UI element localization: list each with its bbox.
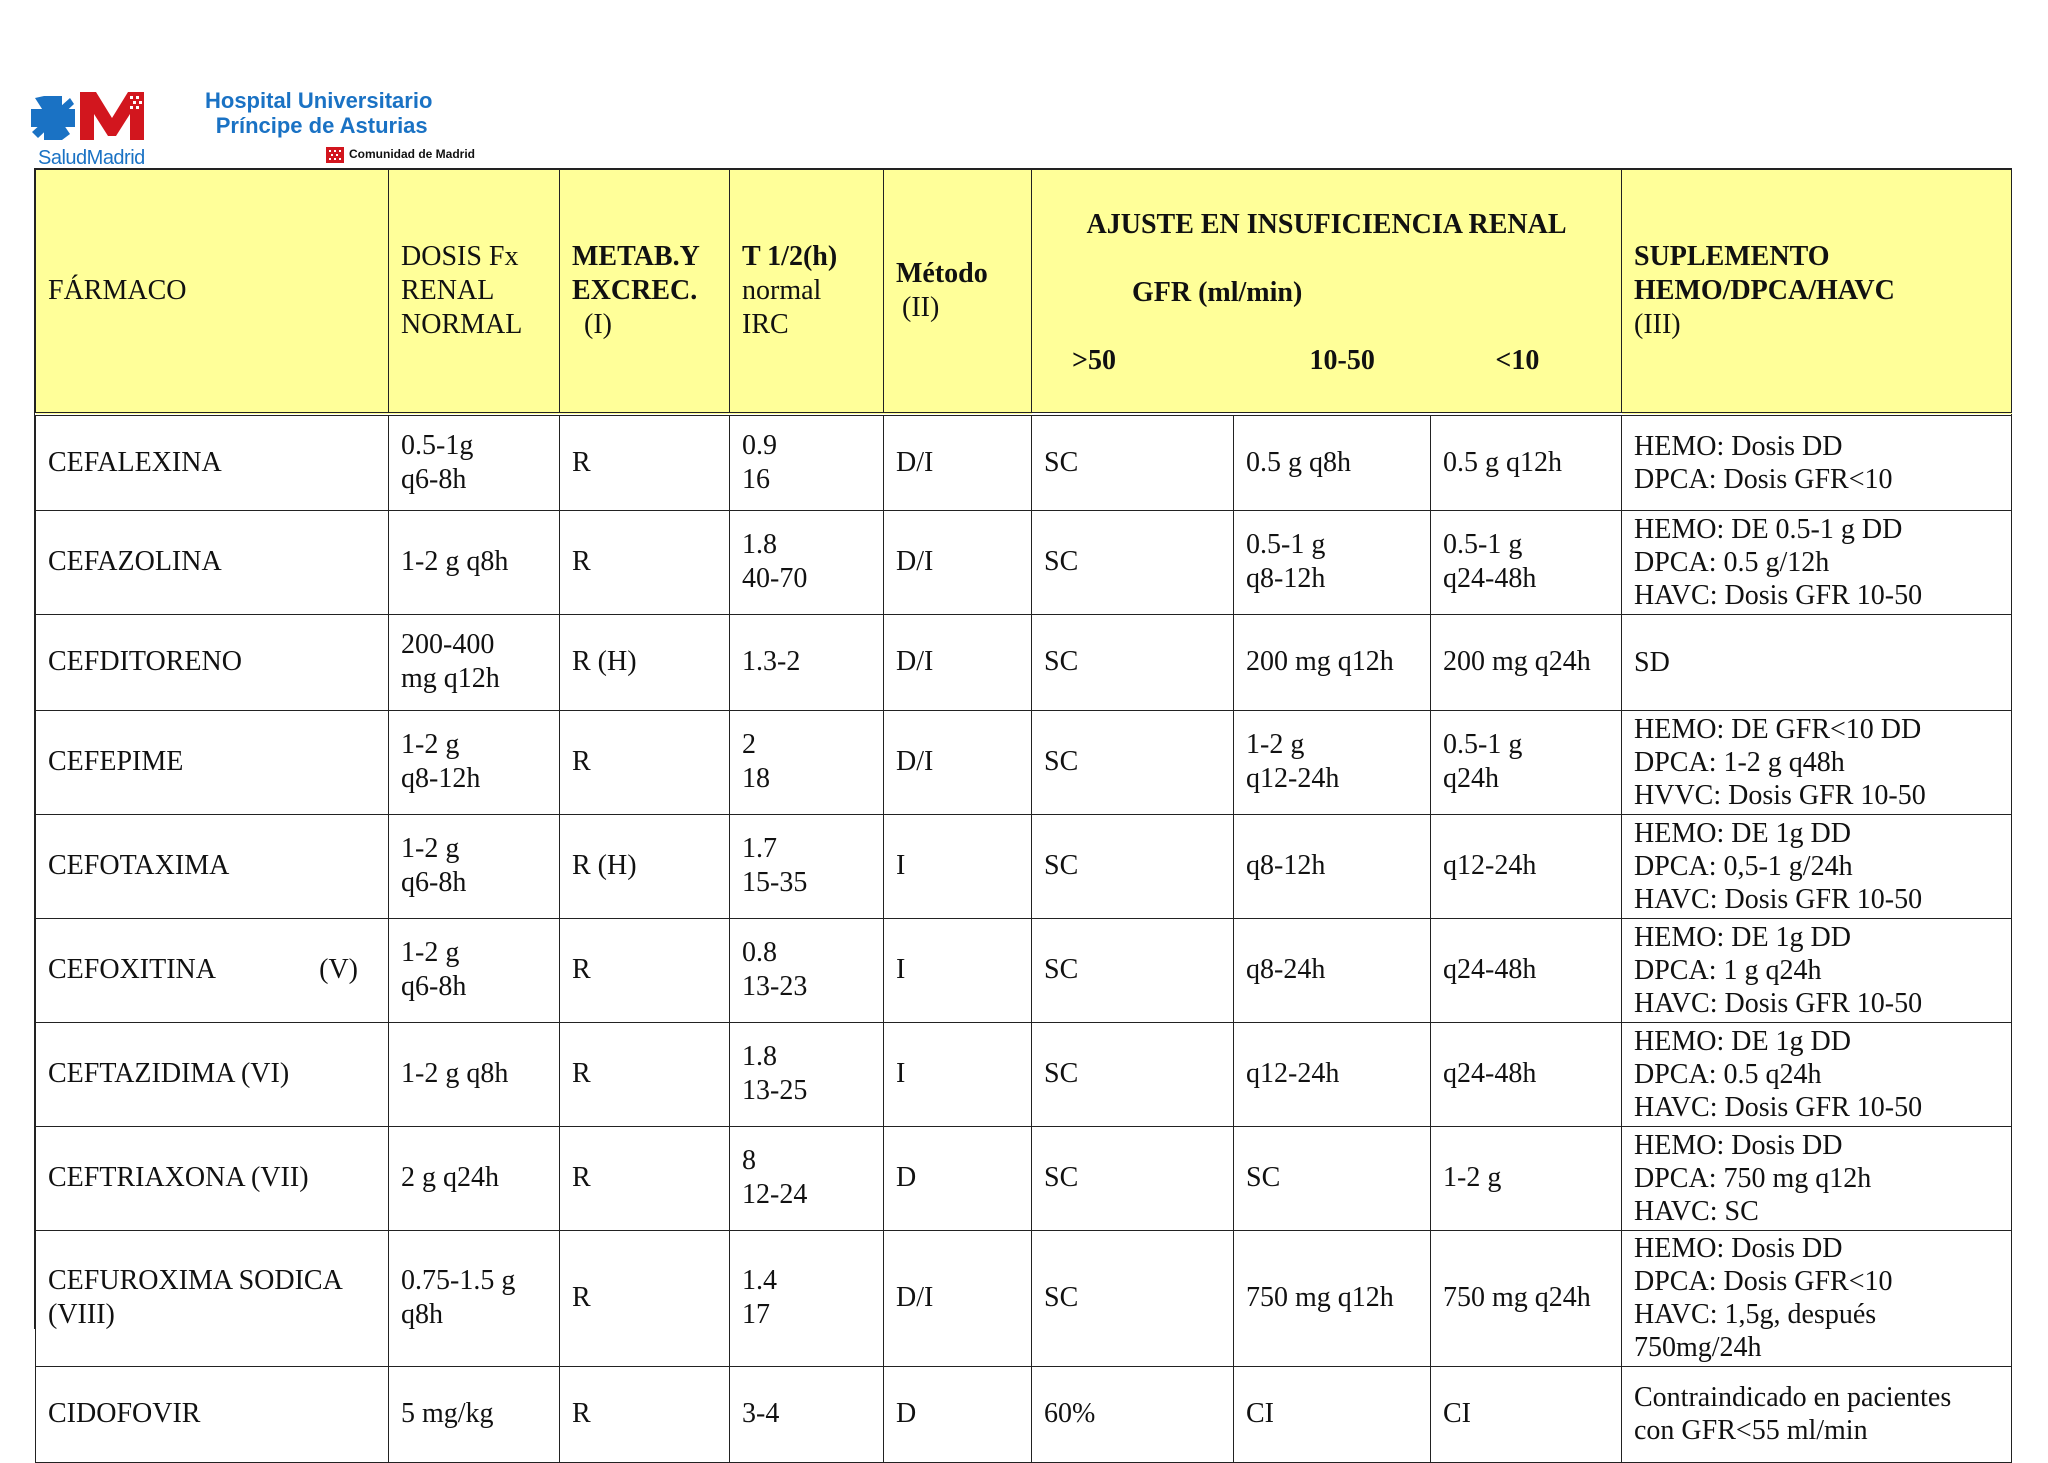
suplemento-cell: Contraindicado en pacientes con GFR<55 ml/min — [1622, 1366, 2012, 1462]
drug-name-cell — [36, 1126, 389, 1230]
suplemento-cell: HEMO: Dosis DD DPCA: 750 mg q12h HAVC: SC — [1622, 1126, 2012, 1230]
gfr-10-50-cell: q8-12h — [1234, 814, 1431, 918]
dosis-cell: 1-2 g q8h — [389, 1022, 560, 1126]
metab-cell: R — [560, 510, 730, 614]
metab-cell: R — [560, 710, 730, 814]
drug-name-cell — [36, 1022, 389, 1126]
metodo-cell: I — [884, 918, 1032, 1022]
gfr-gt50-cell: SC — [1032, 1022, 1234, 1126]
gfr-10-50-cell: q8-24h — [1234, 918, 1431, 1022]
ajuste-title: AJUSTE EN INSUFICIENCIA RENAL — [1086, 209, 1567, 240]
metab-cell: R — [560, 918, 730, 1022]
drug-name: CIDOFOVIR — [48, 1398, 201, 1429]
hospital-name-line2: Príncipe de Asturias — [215, 113, 428, 138]
comunidad-flag-icon — [326, 147, 344, 163]
gfr-10-50-cell: 0.5 g q8h — [1234, 414, 1431, 510]
table-row — [36, 1022, 2012, 1126]
gfr-10-50-cell: 750 mg q12h — [1234, 1230, 1431, 1366]
dosis-cell: 2 g q24h — [389, 1126, 560, 1230]
col-header-metab-note: (I) — [584, 309, 612, 340]
table-row — [36, 1126, 2012, 1230]
drug-name-cell — [36, 614, 389, 710]
gfr-10-50-cell: CI — [1234, 1366, 1431, 1462]
dosis-cell: 1-2 g q8h — [389, 510, 560, 614]
drug-name-cell — [36, 510, 389, 614]
gfr-lt10-cell: q24-48h — [1431, 918, 1622, 1022]
metodo-cell: D/I — [884, 1230, 1032, 1366]
metab-cell: R (H) — [560, 814, 730, 918]
metodo-cell: D/I — [884, 614, 1032, 710]
gfr-gt50-cell: SC — [1032, 1126, 1234, 1230]
drug-name: CEFOTAXIMA — [48, 850, 230, 881]
drug-name-cell — [36, 414, 389, 510]
t12-cell: 1.7 15-35 — [730, 814, 884, 918]
gfr-10-50-cell: SC — [1234, 1126, 1431, 1230]
t12-cell: 2 18 — [730, 710, 884, 814]
metodo-cell: D/I — [884, 710, 1032, 814]
metab-cell: R — [560, 1230, 730, 1366]
gfr-lt10-cell: 0.5-1 g q24-48h — [1431, 510, 1622, 614]
gfr-lt10-cell: 0.5 g q12h — [1431, 414, 1622, 510]
t12-cell: 1.8 13-25 — [730, 1022, 884, 1126]
drug-name-cell — [36, 1366, 389, 1462]
drug-name-cell — [36, 814, 389, 918]
gfr-gt50-label: >50 — [1072, 345, 1116, 376]
table-row — [36, 710, 2012, 814]
gfr-gt50-cell: SC — [1032, 510, 1234, 614]
dosis-cell: 5 mg/kg — [389, 1366, 560, 1462]
t12-cell: 1.3-2 — [730, 614, 884, 710]
table-header-row — [36, 170, 2012, 415]
col-header-suplemento — [1622, 170, 2012, 415]
suplemento-cell: HEMO: DE 1g DD DPCA: 1 g q24h HAVC: Dosis GFR 10-50 — [1622, 918, 2012, 1022]
gfr-gt50-cell: SC — [1032, 1230, 1234, 1366]
col-header-t12 — [730, 170, 884, 415]
suplemento-cell: HEMO: DE 0.5-1 g DD DPCA: 0.5 g/12h HAVC: Dosis GFR 10-50 — [1622, 510, 2012, 614]
dosis-cell: 0.75-1.5 g q8h — [389, 1230, 560, 1366]
gfr-gt50-cell: SC — [1032, 710, 1234, 814]
comunidad-label: Comunidad de Madrid — [349, 147, 475, 161]
drug-name-cell — [36, 918, 389, 1022]
dosis-cell: 0.5-1g q6-8h — [389, 414, 560, 510]
t12-cell: 3-4 — [730, 1366, 884, 1462]
gfr-10-50-cell: q12-24h — [1234, 1022, 1431, 1126]
gfr-10-50-cell: 200 mg q12h — [1234, 614, 1431, 710]
salud-madrid-label: SaludMadrid — [38, 147, 145, 169]
table-row — [36, 614, 2012, 710]
gfr-gt50-cell: 60% — [1032, 1366, 1234, 1462]
dosis-cell: 1-2 g q8-12h — [389, 710, 560, 814]
table-row — [36, 1230, 2012, 1366]
metodo-cell: D — [884, 1126, 1032, 1230]
suplemento-cell: HEMO: Dosis DD DPCA: Dosis GFR<10 HAVC: 1,5g, después 750mg/24h — [1622, 1230, 2012, 1366]
drug-note: (V) — [319, 954, 358, 985]
t12-cell: 8 12-24 — [730, 1126, 884, 1230]
table-row — [36, 414, 2012, 510]
drug-name: CEFAZOLINA — [48, 546, 222, 577]
t12-cell: 0.8 13-23 — [730, 918, 884, 1022]
metab-cell: R — [560, 414, 730, 510]
gfr-gt50-cell: SC — [1032, 614, 1234, 710]
col-header-metab — [560, 170, 730, 415]
gfr-lt10-cell: 1-2 g — [1431, 1126, 1622, 1230]
drug-name: CEFTRIAXONA (VII) — [48, 1162, 309, 1193]
col-header-dosis: DOSIS Fx RENAL NORMAL — [389, 170, 560, 415]
drug-name: CEFTAZIDIMA (VI) — [48, 1058, 290, 1089]
drug-name: CEFOXITINA — [48, 954, 216, 985]
suplemento-cell: HEMO: Dosis DD DPCA: Dosis GFR<10 — [1622, 414, 2012, 510]
gfr-gt50-cell: SC — [1032, 414, 1234, 510]
table-row — [36, 1366, 2012, 1462]
gfr-10-50-label: 10-50 — [1309, 345, 1375, 376]
table-row — [36, 510, 2012, 614]
gfr-lt10-cell: 200 mg q24h — [1431, 614, 1622, 710]
gfr-10-50-cell: 1-2 g q12-24h — [1234, 710, 1431, 814]
suplemento-cell: HEMO: DE GFR<10 DD DPCA: 1-2 g q48h HVVC: Dosis GFR 10-50 — [1622, 710, 2012, 814]
metab-cell: R (H) — [560, 614, 730, 710]
gfr-lt10-cell: 750 mg q24h — [1431, 1230, 1622, 1366]
col-header-metab-title: METAB.Y EXCREC. — [572, 241, 700, 306]
suplemento-cell: SD — [1622, 614, 2012, 710]
dosis-cell: 1-2 g q6-8h — [389, 814, 560, 918]
col-header-suplemento-note: (III) — [1634, 309, 1681, 340]
document-header — [30, 84, 630, 170]
table-row — [36, 814, 2012, 918]
col-header-t12-rest: normal IRC — [742, 275, 822, 340]
col-header-farmaco: FÁRMACO — [36, 170, 389, 415]
col-header-t12-title: T 1/2(h) — [742, 241, 838, 272]
metodo-cell: I — [884, 1022, 1032, 1126]
drug-name: CEFALEXINA — [48, 446, 222, 478]
gfr-lt10-label: <10 — [1495, 345, 1540, 376]
col-header-suplemento-title: SUPLEMENTO HEMO/DPCA/HAVC — [1634, 241, 1895, 306]
metodo-cell: D/I — [884, 414, 1032, 510]
gfr-gt50-cell: SC — [1032, 814, 1234, 918]
col-header-ajuste — [1032, 170, 1622, 415]
metab-cell: R — [560, 1366, 730, 1462]
suplemento-cell: HEMO: DE 1g DD DPCA: 0.5 q24h HAVC: Dosis GFR 10-50 — [1622, 1022, 2012, 1126]
table-row — [36, 918, 2012, 1022]
ajuste-gfr-scale — [1032, 344, 1621, 378]
dosis-cell: 200-400 mg q12h — [389, 614, 560, 710]
gfr-lt10-cell: q12-24h — [1431, 814, 1622, 918]
metab-cell: R — [560, 1126, 730, 1230]
col-header-metodo — [884, 170, 1032, 415]
hospital-name-line1: Hospital Universitario — [205, 88, 433, 113]
gfr-10-50-cell: 0.5-1 g q8-12h — [1234, 510, 1431, 614]
renal-dosing-table — [34, 168, 2012, 1446]
col-header-metodo-note: (II) — [902, 292, 940, 323]
metab-cell: R — [560, 1022, 730, 1126]
gfr-lt10-cell: q24-48h — [1431, 1022, 1622, 1126]
gfr-lt10-cell: CI — [1431, 1366, 1622, 1462]
metodo-cell: I — [884, 814, 1032, 918]
gfr-lt10-cell: 0.5-1 g q24h — [1431, 710, 1622, 814]
drug-name-cell — [36, 710, 389, 814]
drug-name: CEFUROXIMA SODICA (VIII) — [48, 1265, 343, 1330]
gfr-gt50-cell: SC — [1032, 918, 1234, 1022]
col-header-metodo-title: Método — [896, 258, 988, 289]
drug-name: CEFEPIME — [48, 746, 184, 777]
drug-name-cell — [36, 1230, 389, 1366]
t12-cell: 1.8 40-70 — [730, 510, 884, 614]
t12-cell: 0.9 16 — [730, 414, 884, 510]
drug-name: CEFDITORENO — [48, 646, 242, 677]
metodo-cell: D/I — [884, 510, 1032, 614]
t12-cell: 1.4 17 — [730, 1230, 884, 1366]
hospital-name — [205, 88, 432, 138]
dosis-cell: 1-2 g q6-8h — [389, 918, 560, 1022]
ajuste-subtitle: GFR (ml/min) — [1132, 277, 1303, 308]
metodo-cell: D — [884, 1366, 1032, 1462]
suplemento-cell: HEMO: DE 1g DD DPCA: 0,5-1 g/24h HAVC: Dosis GFR 10-50 — [1622, 814, 2012, 918]
